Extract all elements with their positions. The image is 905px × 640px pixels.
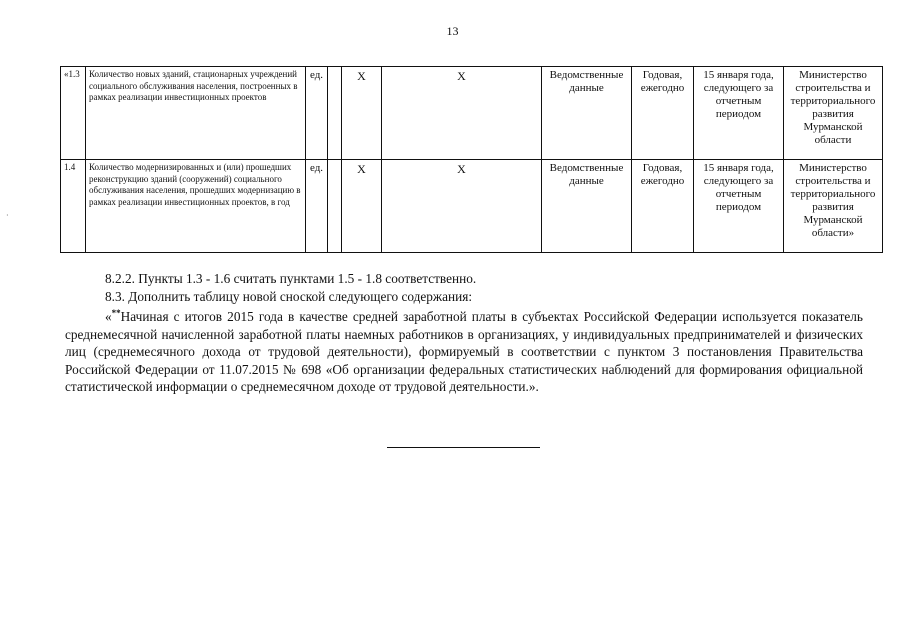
empty-cell: [328, 67, 342, 160]
indicators-table: [60, 66, 883, 253]
row-number: «1.3: [61, 67, 86, 160]
footnote-body: Начиная с итогов 2015 года в качестве средней заработной платы в субъектах Российской Федерации используется показатель среднемесячной начисленной заработной платы наемных работников в организациях, у индивидуальных предпринимателей и физических лиц (среднемесячного дохода от трудовой деятельности), формируемый в соответствии с пунктом 3 постановления Правительства Российской Федерации от 11.07.2015 № 698 «Об организации федеральных статистических наблюдений для формирования официальной статистической информации о среднемесячном доходе от трудовой деятельности.».: [65, 309, 863, 394]
deadline-cell: 15 января года, следующего за отчетным периодом: [694, 67, 784, 160]
responsible-cell: Министерство строительства и территориального развития Мурманской области: [784, 67, 883, 160]
paragraph-8-3: 8.3. Дополнить таблицу новой сноской следующего содержания:: [105, 288, 473, 304]
table-row: [61, 160, 883, 253]
row-number: 1.4: [61, 160, 86, 253]
responsible-cell: Министерство строительства и территориального развития Мурманской области»: [784, 160, 883, 253]
source-cell: Ведомственные данные: [542, 160, 632, 253]
closing-rule: [387, 447, 540, 448]
indicator-name: Количество модернизированных и (или) прошедших реконструкцию зданий (сооружений) социального обслуживания населения, прошедших модернизацию в рамках реализации инвестиционных проектов, в год: [86, 160, 306, 253]
table-row: [61, 67, 883, 160]
x-cell: X: [342, 67, 382, 160]
deadline-cell: 15 января года, следующего за отчетным периодом: [694, 160, 784, 253]
footnote-marker: **: [111, 308, 121, 318]
indicator-name: Количество новых зданий, стационарных учреждений социального обслуживания населения, построенных в рамках реализации инвестиционных проектов: [86, 67, 306, 160]
unit-cell: ед.: [306, 67, 328, 160]
frequency-cell: Годовая, ежегодно: [632, 160, 694, 253]
frequency-cell: Годовая, ежегодно: [632, 67, 694, 160]
footnote-text: [65, 305, 863, 396]
opening-quote: «: [105, 309, 112, 324]
x-cell: X: [342, 160, 382, 253]
scan-artifact: ·: [6, 211, 9, 220]
empty-cell: [328, 160, 342, 253]
page-number: 13: [446, 24, 459, 38]
paragraph-8-2-2: 8.2.2. Пункты 1.3 - 1.6 считать пунктами 1.5 - 1.8 соответственно.: [105, 271, 477, 286]
source-cell: Ведомственные данные: [542, 67, 632, 160]
x-cell: X: [382, 160, 542, 253]
document-body: [65, 270, 863, 396]
x-cell: X: [382, 67, 542, 160]
unit-cell: ед.: [306, 160, 328, 253]
